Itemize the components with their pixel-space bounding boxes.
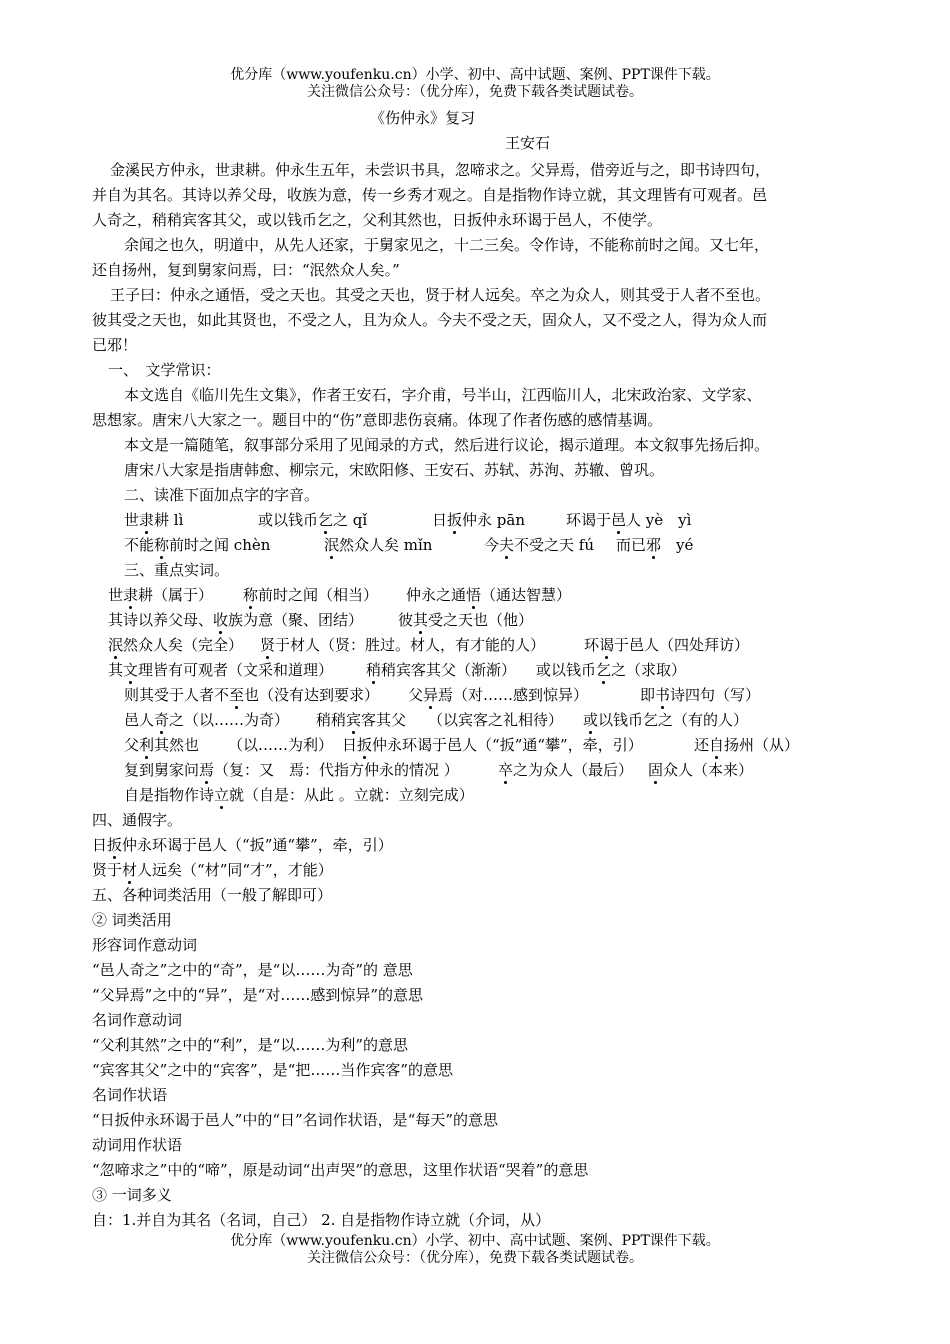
usage-line: “忽啼求之”中的“啼”，原是动词“出声哭”的意思，这里作状语“哭着”的意思	[92, 1161, 589, 1179]
emphasized-char: 夫	[499, 536, 515, 554]
word-item: 世隶耕（属于）	[108, 586, 214, 604]
pinyin-item: 或以钱币乞之 qǐ	[258, 511, 368, 529]
header-line-2: 关注微信公众号：（优分库），免费下载各类试题试卷。	[307, 84, 643, 100]
usage-line: “邑人奇之”之中的“奇”，是“以……为奇”的 意思	[92, 961, 413, 979]
text-p3-line-3: 已邪！	[92, 336, 138, 354]
word-item: 贤于材人（贤：胜过。材人，有才能的人）	[260, 636, 546, 654]
emphasized-char: 书	[655, 686, 671, 704]
emphasized-char: 宾	[346, 711, 362, 729]
word-item: 复到舅家问焉（复：又 焉：代指方仲永的情况 ）	[124, 761, 459, 779]
word-item: 稍稍宾客其父	[316, 711, 407, 729]
text-p1-line-1: 金溪民方仲永，世隶耕。仲永生五年，未尝识书具，忽啼求之。父异焉，借旁近与之，即书诗四句，	[110, 161, 771, 179]
emphasized-char: 立	[214, 786, 230, 804]
emphasized-char: 邑	[611, 511, 627, 529]
emphasized-char: 邪	[646, 536, 662, 554]
s1-p1-line-2: 思想家。唐宋八大家之一。题目中的“伤”意即悲伤哀痛。体现了作者伤感的感情基调。	[92, 411, 663, 429]
text-p2-line-2: 还自扬州，复到舅家问焉，曰：“泯然众人矣。”	[92, 261, 400, 279]
word-item: （以……为利）	[228, 736, 334, 754]
emphasized-char: 泯	[108, 636, 124, 654]
pinyin-item: 不能称前时之闻 chèn	[124, 536, 271, 554]
word-item: 其文理皆有可观者（文采和道理）	[108, 661, 334, 679]
emphasized-char: 隶	[123, 586, 139, 604]
word-item: 环谒于邑人（四处拜访）	[584, 636, 750, 654]
word-item: 稍稍宾客其父（渐渐）	[366, 661, 517, 679]
text-p2-line-1: 余闻之也久，明道中，从先人还家，于舅家见之，十二三矣。令作诗，不能称前时之闻。又七年，	[124, 236, 770, 254]
emphasized-char: 或	[583, 711, 599, 729]
word-item: 固众人（本来）	[648, 761, 754, 779]
subsection-heading: ② 词类活用	[92, 911, 172, 929]
usage-line: “宾客其父”之中的“宾客”，是“把……当作宾客”的意思	[92, 1061, 454, 1079]
emphasized-char: 扳	[107, 836, 123, 854]
header-line-1: 优分库（www.youfenku.cn）小学、初中、高中试题、案例、PPT课件下载。	[230, 67, 720, 83]
word-item: 仲永之通悟（通达智慧）	[406, 586, 572, 604]
emphasized-char: 稍	[366, 661, 382, 679]
pinyin-item: 日扳仲永 pān	[432, 511, 526, 529]
emphasized-char: 谒	[599, 636, 615, 654]
polysemy-line: 自：1.并自为其名（名词，自己） 2. 自是指物作诗立就（介词，从）	[92, 1211, 551, 1229]
emphasized-char: 异	[423, 686, 439, 704]
word-item: （以宾客之礼相待）	[428, 711, 564, 729]
emphasized-char: 泯	[324, 536, 340, 554]
usage-line: “父利其然”之中的“利”，是“以……为利”的意思	[92, 1036, 409, 1054]
word-item: 卒之为众人（最后）	[498, 761, 634, 779]
word-item: 还自扬州（从）	[694, 736, 800, 754]
s1-p2: 本文是一篇随笔，叙事部分采用了见闻录的方式，然后进行议论，揭示道理。本文叙事先扬后抑。	[124, 436, 770, 454]
word-item: 自是指物作诗立就（自是：从此 。立就：立刻完成）	[124, 786, 474, 804]
word-item: 其诗以养父母、收族为意（聚、团结）	[108, 611, 364, 629]
section-2-heading: 二、读准下面加点字的字音。	[124, 486, 320, 504]
emphasized-char: 固	[648, 761, 664, 779]
usage-line: 名词作意动词	[92, 1011, 183, 1029]
text-p1-line-2: 并自为其名。其诗以养父母，收族为意，传一乡秀才观之。自是指物作诗立就，其文理皆有可观者。邑	[92, 186, 768, 204]
word-item: 即书诗四句（写）	[640, 686, 761, 704]
emphasized-char: 称	[154, 536, 170, 554]
emphasized-char: 收	[213, 611, 229, 629]
word-item: 则其受于人者不至也（没有达到要求）	[124, 686, 380, 704]
emphasized-char: 至	[229, 686, 245, 704]
section-3-heading: 三、重点实词。	[124, 561, 230, 579]
loanword-item: 日扳仲永环谒于邑人（“扳”通“攀”，牵，引）	[92, 836, 393, 854]
emphasized-char: 扳	[447, 511, 463, 529]
usage-line: “日扳仲永环谒于邑人”中的“日”名词作状语，是“每天”的意思	[92, 1111, 499, 1129]
emphasized-char: 悟	[466, 586, 482, 604]
emphasized-char: 称	[243, 586, 259, 604]
usage-line: “父异焉”之中的“异”，是“对……感到惊异”的意思	[92, 986, 424, 1004]
word-item: 父利其然也	[124, 736, 200, 754]
word-item: 父异焉（对……感到惊异）	[408, 686, 589, 704]
pinyin-item: 世隶耕 lì	[124, 511, 184, 529]
word-item: 泯然众人矣（完全）	[108, 636, 244, 654]
text-p3-line-2: 彼其受之天也，如此其贤也，不受之人，且为众人。今夫不受之天，固众人，又不受之人，得为众人而	[92, 311, 768, 329]
document-title: 《伤仲永》复习	[370, 109, 476, 127]
word-item: 日扳仲永环谒于邑人（“扳”通“攀”，牵，引）	[342, 736, 643, 754]
emphasized-char: 乞	[596, 661, 612, 679]
loanword-item: 贤于材人远矣（“材”同“才”，才能）	[92, 861, 333, 879]
word-item: 彼其受之天也（他）	[398, 611, 534, 629]
emphasized-char: 扳	[357, 736, 373, 754]
word-item: 邑人奇之（以……为奇）	[124, 711, 290, 729]
subsection-heading: ③ 一词多义	[92, 1186, 172, 1204]
emphasized-char: 乞	[318, 511, 334, 529]
emphasized-char: 焉	[199, 761, 215, 779]
emphasized-char: 卒	[498, 761, 514, 779]
word-item: 或以钱币乞之（有的人）	[583, 711, 749, 729]
footer-line-2: 关注微信公众号：（优分库），免费下载各类试题试卷。	[307, 1250, 643, 1266]
pinyin-item: 今夫不受之天 fú	[484, 536, 595, 554]
section-1-heading: 一、 文学常识：	[108, 361, 221, 379]
section-5-heading: 五、各种词类活用（一般了解即可）	[92, 886, 333, 904]
emphasized-char: 贤	[260, 636, 276, 654]
usage-line: 动词用作状语	[92, 1136, 183, 1154]
text-p1-line-3: 人奇之，稍稍宾客其父，或以钱币乞之，父利其然也，日扳仲永环谒于邑人，不使学。	[92, 211, 663, 229]
usage-line: 形容词作意动词	[92, 936, 198, 954]
s1-p1-line-1: 本文选自《临川先生文集》，作者王安石，字介甫，号半山，江西临川人，北宋政治家、文学家、	[124, 386, 762, 404]
emphasized-char: 其	[413, 611, 429, 629]
pinyin-item: 环谒于邑人 yè yì	[566, 511, 692, 529]
emphasized-char: 奇	[154, 711, 170, 729]
emphasized-char: 材	[122, 861, 138, 879]
emphasized-char: 自	[709, 736, 725, 754]
author: 王安石	[505, 134, 551, 152]
section-4-heading: 四、通假字。	[92, 811, 183, 829]
emphasized-char: 文	[123, 661, 139, 679]
s1-p3: 唐宋八大家是指唐韩愈、柳宗元，宋欧阳修、王安石、苏轼、苏洵、苏辙、曾巩。	[124, 461, 665, 479]
word-item: 称前时之闻（相当）	[243, 586, 379, 604]
footer-line-1: 优分库（www.youfenku.cn）小学、初中、高中试题、案例、PPT课件下载。	[230, 1233, 720, 1249]
usage-line: 名词作状语	[92, 1086, 168, 1104]
word-item: 或以钱币乞之（求取）	[536, 661, 687, 679]
emphasized-char: 利	[139, 736, 155, 754]
text-p3-line-1: 王子曰：仲永之通悟，受之天也。其受之天也，贤于材人远矣。卒之为众人，则其受于人者不至也。	[110, 286, 771, 304]
emphasized-char: 隶	[139, 511, 155, 529]
pinyin-item: 而已邪 yé	[616, 536, 694, 554]
pinyin-item: 泯然众人矣 mǐn	[324, 536, 433, 554]
